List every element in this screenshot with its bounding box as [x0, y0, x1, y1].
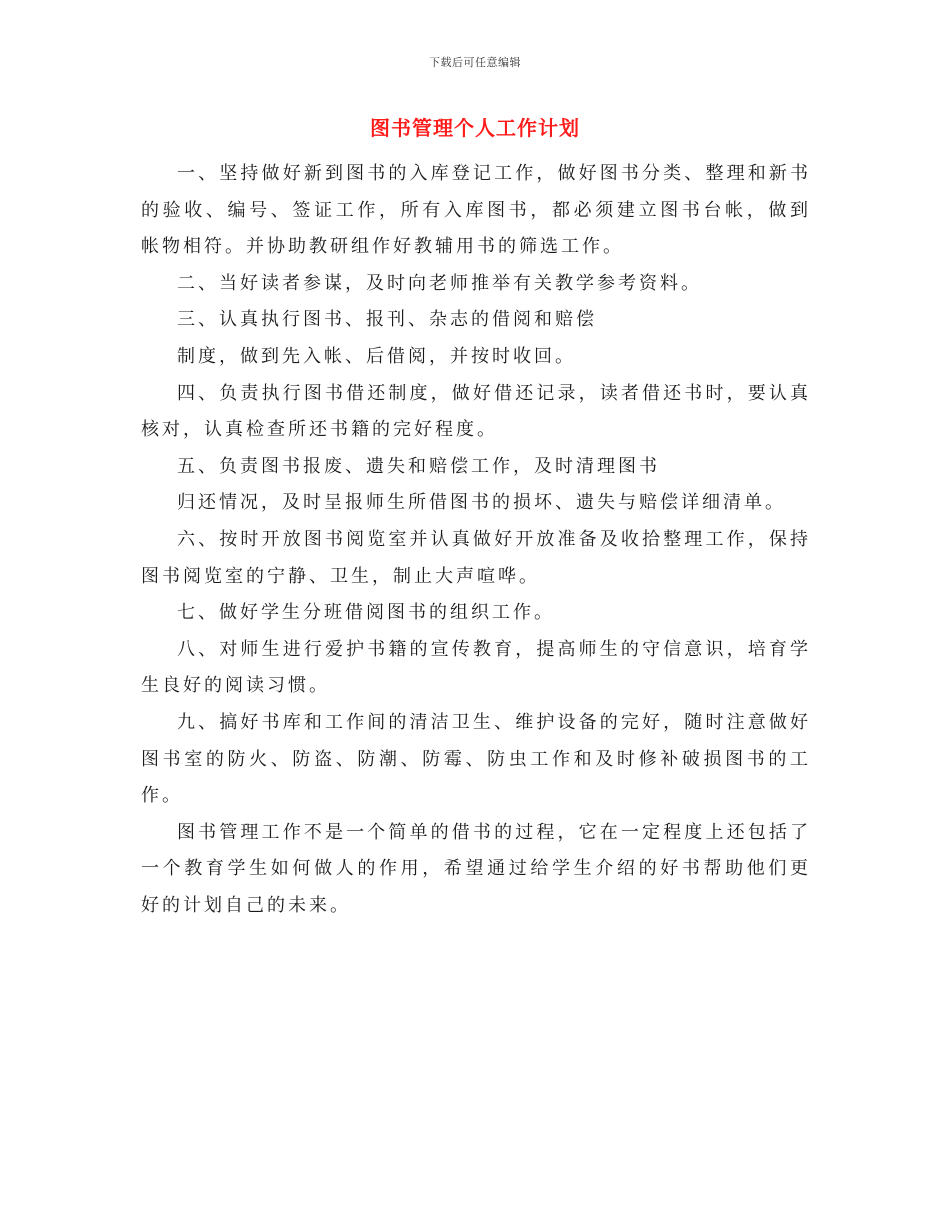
document-title: 图书管理个人工作计划 [370, 116, 580, 140]
paragraph-6: 六、按时开放图书阅览室并认真做好开放准备及收拾整理工作，保持图书阅览室的宁静、卫生，制止大声喧哗。 [141, 528, 811, 587]
paragraph-3: 三、认真执行图书、报刊、杂志的借阅和赔偿 [177, 309, 597, 331]
paragraph-8: 八、对师生进行爱护书籍的宣传教育，提高师生的守信意识，培育学生良好的阅读习惯。 [141, 638, 811, 697]
paragraph-7: 七、做好学生分班借阅图书的组织工作。 [177, 602, 555, 624]
paragraph-conclusion: 图书管理工作不是一个简单的借书的过程，它在一定程度上还包括了一个教育学生如何做人的作用，希望通过给学生介绍的好书帮助他们更好的计划自己的未来。 [141, 821, 811, 916]
paragraph-3-continued: 制度，做到先入帐、后借阅，并按时收回。 [177, 345, 576, 367]
document-body [141, 156, 811, 924]
paragraph-5: 五、负责图书报废、遗失和赔偿工作，及时清理图书 [177, 455, 660, 477]
paragraph-5-continued: 归还情况，及时呈报师生所借图书的损坏、遗失与赔偿详细清单。 [177, 492, 786, 514]
paragraph-1: 一、坚持做好新到图书的入库登记工作，做好图书分类、整理和新书的验收、编号、签证工作，所有入库图书，都必须建立图书台帐，做到帐物相符。并协助教研组作好教辅用书的筛选工作。 [141, 163, 811, 258]
paragraph-2: 二、当好读者参谋，及时向老师推举有关教学参考资料。 [177, 272, 702, 294]
paragraph-9: 九、搞好书库和工作间的清洁卫生、维护设备的完好，随时注意做好图书室的防火、防盗、防潮、防霉、防虫工作和及时修补破损图书的工作。 [141, 711, 811, 807]
paragraph-4: 四、负责执行图书借还制度，做好借还记录，读者借还书时，要认真核对，认真检查所还书籍的完好程度。 [141, 382, 811, 441]
header-note: 下载后可任意编辑 [429, 56, 521, 69]
